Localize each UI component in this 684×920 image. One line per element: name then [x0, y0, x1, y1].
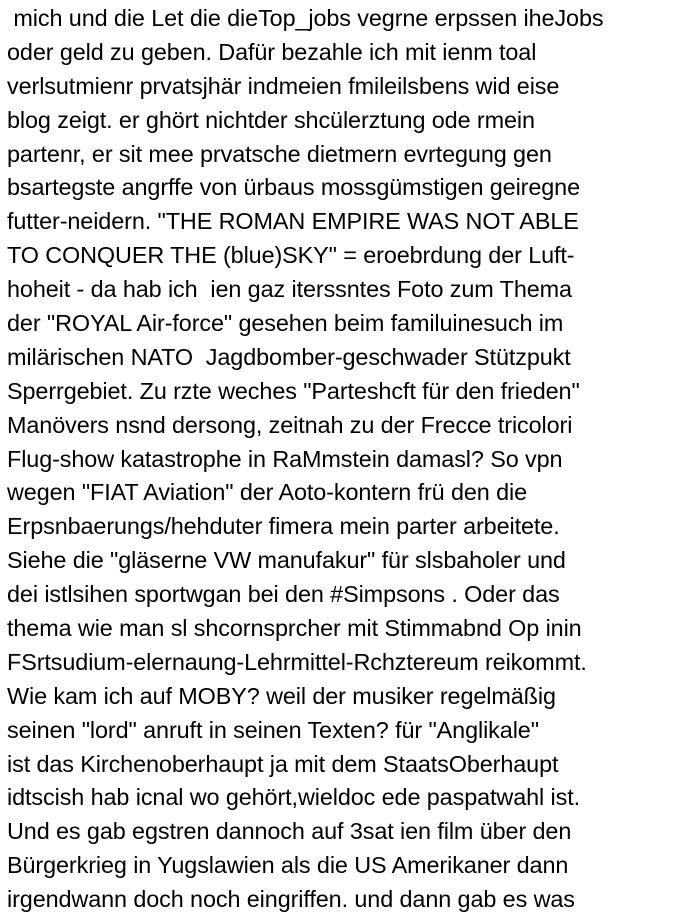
- text-line: thema wie man sl shcornsprcher mit Stimmabnd Op inin: [7, 615, 582, 642]
- text-line: blog zeigt. er ghört nichtder shcülerztung ode rmein: [7, 106, 535, 133]
- text-line: Bürgerkrieg in Yugslawien als die US Amerikaner dann: [7, 852, 569, 879]
- text-line: Manövers nsnd dersong, zeitnah zu der Frecce tricolori: [7, 411, 573, 438]
- text-line: wegen "FIAT Aviation" der Aoto-kontern frü den die: [7, 479, 528, 506]
- text-line: ist das Kirchenoberhaupt ja mit dem StaatsOberhaupt: [7, 750, 559, 777]
- text-line: milärischen NATO Jagdbomber-geschwader Stützpukt: [7, 343, 571, 370]
- text-line: TO CONQUER THE (blue)SKY" = eroebrdung der Luft-: [7, 242, 575, 269]
- text-line: oder geld zu geben. Dafür bezahle ich mit ienm toal: [7, 38, 537, 65]
- text-line: Wie kam ich auf MOBY? weil der musiker regelmäßig: [7, 682, 556, 709]
- text-line: Flug-show katastrophe in RaMmstein damasl? So vpn: [7, 445, 563, 472]
- text-line: seinen "lord" anruft in seinen Texten? für "Anglikale": [7, 716, 539, 743]
- text-line: mich und die Let die dieTop_jobs vegrne erpssen iheJobs: [7, 5, 604, 31]
- text-line: futter-neidern. "THE ROMAN EMPIRE WAS NOT ABLE: [7, 208, 579, 235]
- text-line: irgendwann doch noch eingriffen. und dann gab es was: [7, 886, 575, 913]
- text-line: verlsutmienr prvatsjhär indmeien fmileilsbens wid eise: [7, 72, 560, 99]
- text-line: Sperrgebiet. Zu rzte weches "Parteshcft für den frieden": [7, 377, 580, 404]
- body-text: [7, 2, 683, 917]
- text-line: Erpsnbaerungs/hehduter fimera mein parter arbeitete.: [7, 513, 560, 540]
- text-line: der "ROYAL Air-force" gesehen beim familuinesuch im: [7, 310, 564, 337]
- text-line: hoheit - da hab ich ien gaz iterssntes Foto zum Thema: [7, 276, 572, 303]
- text-line: idtscish hab icnal wo gehört,wieldoc ede paspatwahl ist.: [7, 784, 580, 811]
- text-line: bsartegste angrffe von ürbaus mossgümstigen geiregne: [7, 174, 580, 201]
- text-line: Siehe die "gläserne VW manufakur" für slsbaholer und: [7, 547, 566, 574]
- text-line: partenr, er sit mee prvatsche dietmern evrtegung gen: [7, 140, 552, 167]
- text-line: FSrtsudium-elernaung-Lehrmittel-Rchztereum reikommt.: [7, 648, 587, 675]
- text-line: Und es gab egstren dannoch auf 3sat ien film über den: [7, 818, 572, 845]
- text-line: dei istlsihen sportwgan bei den #Simpsons . Oder das: [7, 581, 560, 608]
